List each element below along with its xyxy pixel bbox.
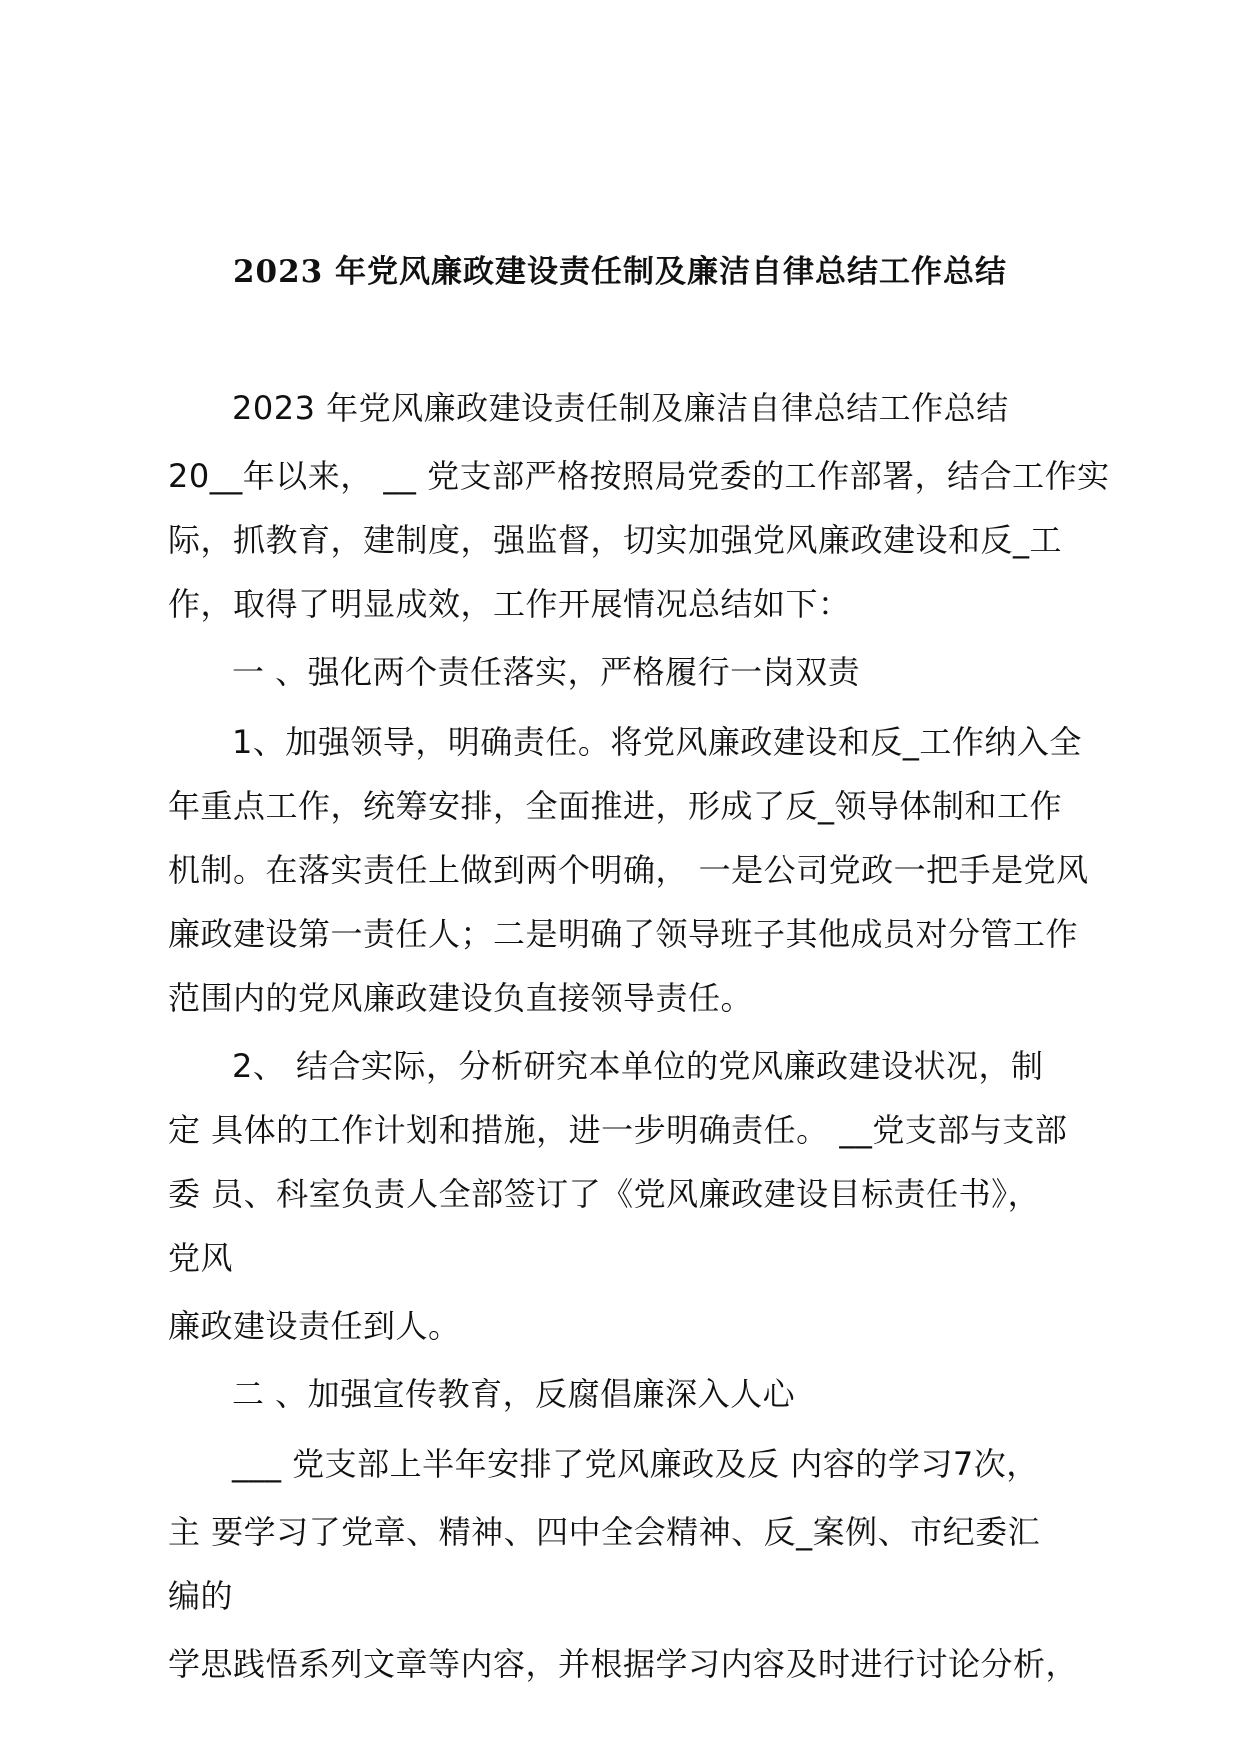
paragraph-line: 范围内的党风廉政建设负直接领导责任。 xyxy=(168,979,754,1017)
paragraph-line: 廉政建设责任到人。 xyxy=(168,1307,461,1345)
subtitle-line: 2023 年党风廉政建设责任制及廉洁自律总结工作总结 xyxy=(232,389,1009,427)
paragraph-line: 学思践悟系列文章等内容，并根据学习内容及时进行讨论分析， xyxy=(168,1645,1079,1683)
section-heading: 二 、加强宣传教育，反腐倡廉深入人心 xyxy=(232,1375,796,1413)
paragraph-line: 2、 结合实际，分析研究本单位的党风廉政建设状况，制 xyxy=(232,1047,1044,1085)
paragraph-line: 编的 xyxy=(168,1577,234,1615)
paragraph-line: 20__年以来， __ 党支部严格按照局党委的工作部署，结合工作实 xyxy=(168,457,1110,495)
paragraph-line: 委 员、科室负责人全部签订了《党风廉政建设目标责任书》， xyxy=(168,1175,1041,1213)
document-title: 2023 年党风廉政建设责任制及廉洁自律总结工作总结 xyxy=(232,254,1008,290)
paragraph-line: 主 要学习了党章、精神、四中全会精神、反_案例、市纪委汇 xyxy=(168,1513,1041,1551)
paragraph-line: 廉政建设第一责任人；二是明确了领导班子其他成员对分管工作 xyxy=(168,915,1079,953)
paragraph-line: 机制。在落实责任上做到两个明确， 一是公司党政一把手是党风 xyxy=(168,851,1089,889)
paragraph-line: ___ 党支部上半年安排了党风廉政及反 内容的学习7次， xyxy=(232,1445,1039,1483)
paragraph-line: 年重点工作，统筹安排，全面推进，形成了反_领导体制和工作 xyxy=(168,787,1063,825)
paragraph-line: 1、加强领导，明确责任。将党风廉政建设和反_工作纳入全 xyxy=(232,723,1082,761)
section-heading: 一 、强化两个责任落实，严格履行一岗双责 xyxy=(232,653,861,691)
paragraph-line: 党风 xyxy=(168,1239,234,1277)
paragraph-line: 定 具体的工作计划和措施，进一步明确责任。 __党支部与支部 xyxy=(168,1111,1068,1149)
paragraph-line: 际，抓教育，建制度，强监督，切实加强党风廉政建设和反_工 xyxy=(168,521,1063,559)
paragraph-line: 作，取得了明显成效，工作开展情况总结如下： xyxy=(168,585,851,623)
